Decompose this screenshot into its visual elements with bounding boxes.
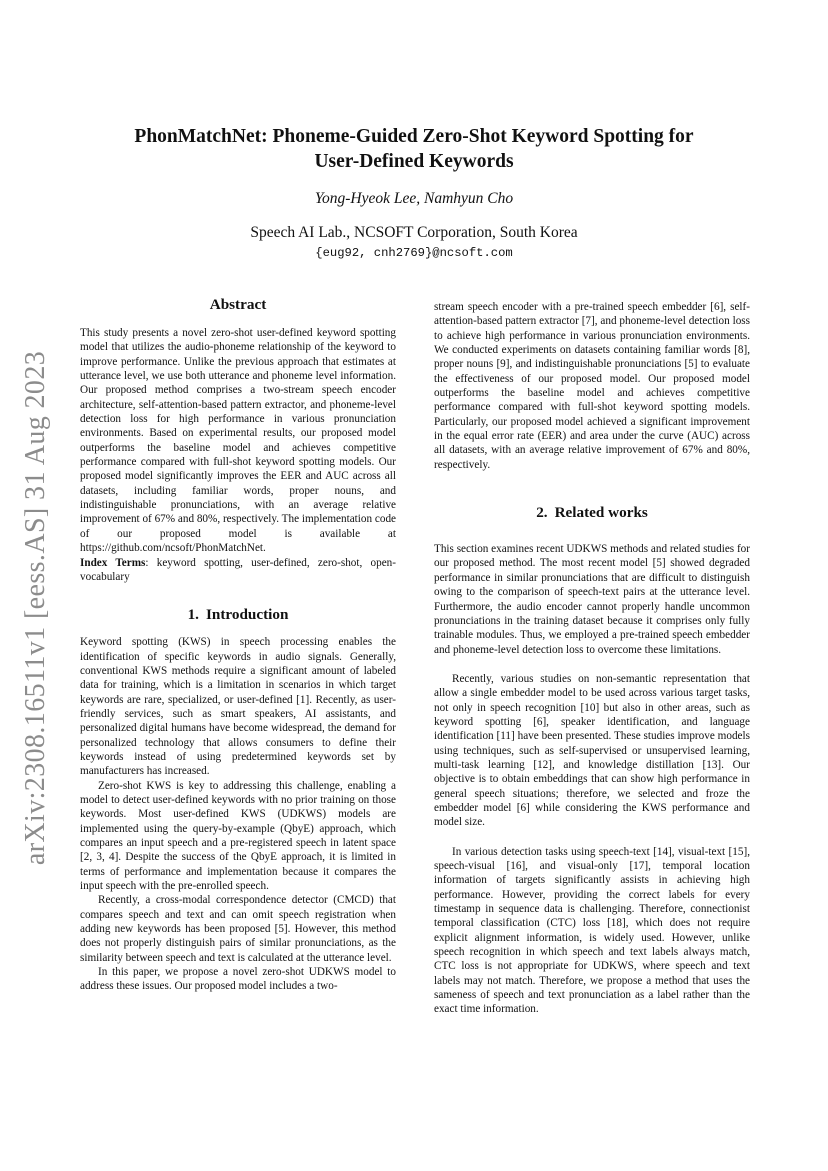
related-paragraph: This section examines recent UDKWS methods and related studies for our proposed method. The most recent model [5] showed degraded performance in similar pronunciations that are difficult to distinguish owing to the comparison of speech-text pairs at the utterance level. Furthermore, the audio encoder cannot properly handle uncommon pronunciations in the training dataset because it comprises only fully trainable modules. Thus, we employed a pre-trained speech embedder and phoneme-level detection loss to overcome these limitations.: [434, 543, 750, 656]
authors: Yong-Hyeok Lee, Namhyun Cho: [314, 190, 514, 207]
abstract-heading: Abstract: [209, 296, 267, 313]
related-paragraph: In various detection tasks using speech-text [14], visual-text [15], speech-visual [16], and visual-only [17], temporal location information of targets significantly assists in achieving high performance. However, providing the correct labels for every timestamp in sequence data is challenging. Therefore, connectionist temporal classification (CTC) loss [18], which does not require explicit alignment information, is widely used. However, unlike speech recognition in which speech and text labels always match, CTC loss is not appropriate for UDKWS, where speech and text labels may not match. Therefore, we propose a method that uses the sameness of speech and text pronunciation as a label rather than the exact time information.: [434, 845, 750, 1016]
index-terms-label: Index Terms: [80, 556, 146, 569]
section-title: Introduction: [205, 606, 289, 624]
abstract-text: This study presents a novel zero-shot user-defined keyword spotting model that utilizes the audio-phoneme relationship of the keyword to improve performance. Unlike the previous approach that estimates at utterance level, we use both utterance and phoneme level information. Our proposed method comprises a two-stream speech encoder architecture, self-attention-based pattern extractor, and phoneme-level detection loss for high performance in various pronunciation environments. Based on experimental results, our proposed model outperforms the baseline model and achieves competitive performance compared with full-shot keyword spotting models. Our proposed model significantly improves the EER and AUC across all datasets, including familiar words, proper nouns, and indistinguishable pronunciations, with an average relative improvement of 67% and 80%, respectively. The implementation code of our proposed model is available at https://github.com/ncsoft/PhonMatchNet.: [80, 327, 396, 555]
email: {eug92, cnh2769}@ncsoft.com: [315, 246, 513, 260]
section-number: 1.: [187, 606, 199, 624]
intro-paragraph: Recently, a cross-modal correspondence detector (CMCD) that compares speech and text and can omit speech registration when adding new keywords has been proposed [5]. However, this method does not properly distinguish pairs of similar pronunciations, as the similarity between speech and text is calculated at the utterance level.: [80, 894, 396, 964]
title-line-2: User-Defined Keywords: [314, 151, 514, 172]
section-number: 2.: [536, 504, 548, 522]
intro-paragraph: In this paper, we propose a novel zero-shot UDKWS model to address these issues. Our proposed model includes a two-: [80, 966, 396, 993]
affiliation: Speech AI Lab., NCSOFT Corporation, South Korea: [250, 224, 578, 241]
right-column: [434, 300, 750, 1017]
intro-paragraph: Keyword spotting (KWS) in speech processing enables the identification of specific keywords in audio signals. Generally, conventional KWS methods require a significant amount of labeled data for training, which is a limitation in scenarios in which target keywords are rare, specialized, or user-defined [1]. Recently, as user-friendly services, such as smart speakers, AI assistants, and personalized digital humans have become widespread, the demand for personalized technology that allows consumers to define their keywords instead of using predetermined keywords set by manufacturers has increased.: [80, 636, 396, 778]
arxiv-stamp: [4, 348, 68, 868]
intro-paragraph: Zero-shot KWS is key to addressing this challenge, enabling a model to detect user-defined keywords with no prior training on those keywords. Most user-defined KWS (UDKWS) models are implemented using the query-by-example (QbyE) approach, which compares an input speech and a pre-registered speech in latent space [2, 3, 4]. Despite the success of the QbyE approach, it is limited in terms of performance and implementation because it compares the input speech with the pre-enrolled speech.: [80, 779, 396, 893]
index-terms-text: : keyword spotting, user-defined, zero-shot, open-vocabulary: [80, 556, 396, 583]
related-paragraph: Recently, various studies on non-semantic representation that allow a single embedder model to be used across various target tasks, not only in speech recognition [10] but also in other areas, such as keyword spotting [6], speaker identification, and language identification [11] have been presented. These studies improve models using techniques, such as self-supervised or unsupervised learning, multi-task learning [12], and knowledge distillation [13]. Our objective is to obtain embeddings that can show high performance in general speech situations; therefore, we selected and froze the embedder model [6] while considering the KWS performance and model size.: [434, 672, 750, 829]
left-column: [80, 296, 396, 994]
related-works-heading: [434, 504, 750, 522]
intro-continuation: stream speech encoder with a pre-trained speech embedder [6], self-attention-based pattern extractor [7], and phoneme-level detection loss to achieve high performance in various pronunciation environments. We conducted experiments on datasets containing familiar words [8], proper nouns [9], and indistinguishable pronunciations [5] to evaluate the effectiveness of our proposed model. Our proposed model outperforms the baseline model and achieves competitive performance compared with full-shot keyword spotting models. Particularly, our proposed model achieved a significant improvement in the equal error rate (EER) and area under the curve (AUC) across all datasets, with an average relative improvement of 67% and 80%, respectively.: [434, 301, 750, 471]
index-terms: [80, 556, 396, 585]
paper-title: [90, 124, 738, 174]
title-line-1: PhonMatchNet: Phoneme-Guided Zero-Shot Keyword Spotting for: [134, 126, 694, 147]
arxiv-identifier[interactable]: arXiv:2308.16511v1 [eess.AS] 31 Aug 2023: [20, 350, 52, 866]
section-title: Related works: [554, 504, 648, 522]
introduction-heading: [80, 606, 396, 624]
